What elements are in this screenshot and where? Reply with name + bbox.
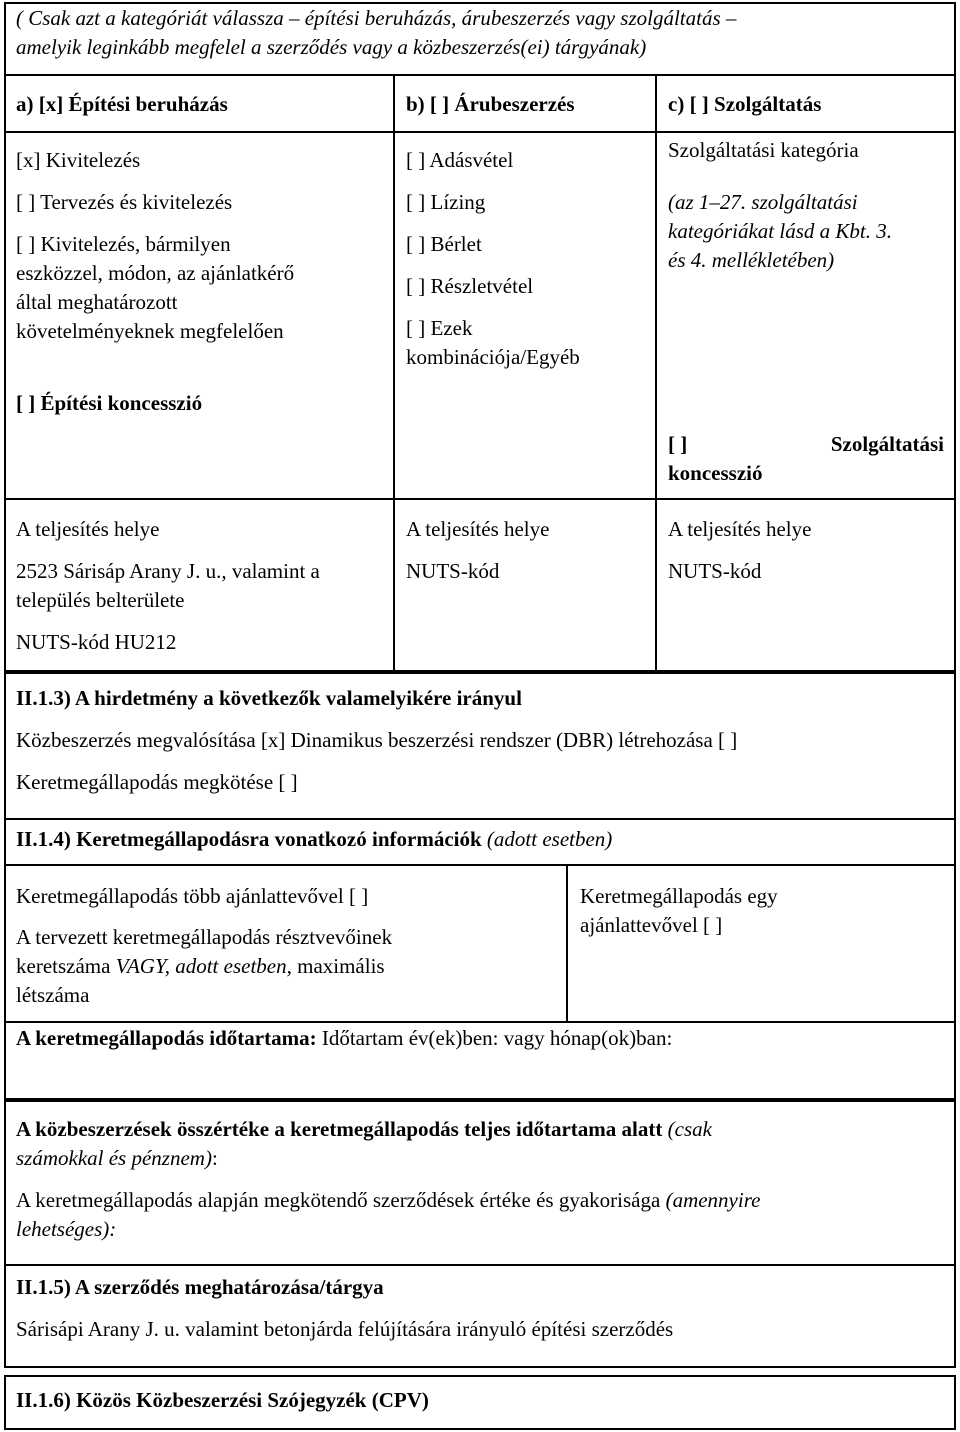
header-note-line1: ( Csak azt a kategóriát válassza – építési beruházás, árubeszerzés vagy szolgáltatás – <box>16 6 737 30</box>
category-a-place-value-line1: 2523 Sárisáp Arany J. u., valamint a <box>16 559 320 583</box>
framework-participants-line2 <box>16 952 385 981</box>
section-114-duration-divider <box>4 1021 956 1023</box>
value-line1-italic: (csak <box>662 1117 712 1141</box>
category-a-place-label: A teljesítés helye <box>16 517 160 541</box>
section-115-text: Sárisápi Arany J. u. valamint betonjárda felújítására irányuló építési szerződés <box>16 1317 674 1341</box>
category-b-item-3: [ ] Bérlet <box>406 232 482 256</box>
category-a-nuts: NUTS-kód HU212 <box>16 630 177 654</box>
category-c-concession-right: Szolgáltatási <box>830 432 944 456</box>
category-c-concession-left: [ ] <box>668 432 688 456</box>
section-114-column-divider <box>566 864 568 1022</box>
framework-participants-b: VAGY, adott esetben, <box>115 954 292 978</box>
category-a-item-3-line2: eszközzel, módon, az ajánlatkérő <box>16 261 295 285</box>
category-b-item-5-line2: kombinációja/Egyéb <box>406 345 580 369</box>
column-divider-1 <box>393 74 395 672</box>
header-note-line2: amelyik leginkább megfelel a szerződés vagy a közbeszerzés(ei) tárgyának) <box>16 35 647 59</box>
value-line3 <box>16 1186 760 1215</box>
section-113-heading: II.1.3) A hirdetmény a következők valamelyikére irányul <box>16 686 522 710</box>
category-c-place-label: A teljesítés helye <box>668 517 812 541</box>
framework-participants-line1: A tervezett keretmegállapodás résztvevőinek <box>16 925 393 949</box>
framework-single-line1: Keretmegállapodás egy <box>580 884 778 908</box>
category-b-item-2: [ ] Lízing <box>406 190 486 214</box>
section-115-heading: II.1.5) A szerződés meghatározása/tárgya <box>16 1275 384 1299</box>
category-b-item-1: [ ] Adásvétel <box>406 148 514 172</box>
section-116-heading: II.1.6) Közös Közbeszerzési Szójegyzék (CPV) <box>16 1388 429 1412</box>
category-a-item-3-line1: [ ] Kivitelezés, bármilyen <box>16 232 231 256</box>
header-divider <box>4 74 956 76</box>
category-b-item-4: [ ] Részletvétel <box>406 274 534 298</box>
framework-participants-a: keretszáma <box>16 954 116 978</box>
framework-duration-label: A keretmegállapodás időtartama: <box>16 1026 317 1050</box>
category-b-heading: b) [ ] Árubeszerzés <box>406 92 575 116</box>
value-line2-colon: : <box>211 1146 218 1170</box>
category-c-note-line1: (az 1–27. szolgáltatási <box>668 190 858 214</box>
framework-participants-line3: létszáma <box>16 983 90 1007</box>
value-line2-italic: számokkal és pénznem) <box>16 1146 212 1170</box>
framework-participants-c: maximális <box>291 954 385 978</box>
framework-multi-label: Keretmegállapodás több ajánlattevővel [ ] <box>16 884 369 908</box>
section-114-heading <box>16 825 612 854</box>
section-114-heading-italic: (adott esetben) <box>481 827 613 851</box>
framework-duration <box>16 1024 672 1053</box>
section-114-heading-bold: II.1.4) Keretmegállapodásra vonatkozó információk <box>16 827 482 851</box>
category-a-item-2: [ ] Tervezés és kivitelezés <box>16 190 233 214</box>
value-line1-bold: A közbeszerzések összértéke a keretmegállapodás teljes időtartama alatt <box>16 1117 663 1141</box>
value-line4: lehetséges): <box>16 1217 117 1241</box>
category-c-label: Szolgáltatási kategória <box>668 138 859 162</box>
value-line3-italic: (amennyire <box>660 1188 761 1212</box>
category-c-concession-line1 <box>668 430 944 459</box>
column-divider-2 <box>655 74 657 672</box>
category-c-concession-line2: koncesszió <box>668 461 763 485</box>
category-a-heading: a) [x] Építési beruházás <box>16 92 228 116</box>
category-b-nuts: NUTS-kód <box>406 559 500 583</box>
place-row-divider <box>4 498 956 500</box>
framework-single-line2: ajánlattevővel [ ] <box>580 913 723 937</box>
value-line1 <box>16 1115 712 1144</box>
value-line2 <box>16 1144 218 1173</box>
category-c-nuts: NUTS-kód <box>668 559 762 583</box>
category-c-note-line2: kategóriákat lásd a Kbt. 3. <box>668 219 892 243</box>
category-a-concession: [ ] Építési koncesszió <box>16 391 203 415</box>
section-113-line2: Keretmegállapodás megkötése [ ] <box>16 770 298 794</box>
category-a-place-value-line2: település belterülete <box>16 588 185 612</box>
category-c-heading: c) [ ] Szolgáltatás <box>668 92 822 116</box>
category-b-place-label: A teljesítés helye <box>406 517 550 541</box>
section-113-line1: Közbeszerzés megvalósítása [x] Dinamikus beszerzési rendszer (DBR) létrehozása [ ] <box>16 728 738 752</box>
value-line3-normal: A keretmegállapodás alapján megkötendő szerződések értéke és gyakorisága <box>16 1188 661 1212</box>
heading-row-divider <box>4 131 956 133</box>
category-a-item-1: [x] Kivitelezés <box>16 148 141 172</box>
category-b-item-5-line1: [ ] Ezek <box>406 316 473 340</box>
category-a-item-3-line3: által meghatározott <box>16 290 178 314</box>
category-c-note-line3: és 4. mellékletében) <box>668 248 835 272</box>
framework-duration-text: Időtartam év(ek)ben: vagy hónap(ok)ban: <box>316 1026 673 1050</box>
category-a-item-3-line4: követelményeknek megfelelően <box>16 319 284 343</box>
